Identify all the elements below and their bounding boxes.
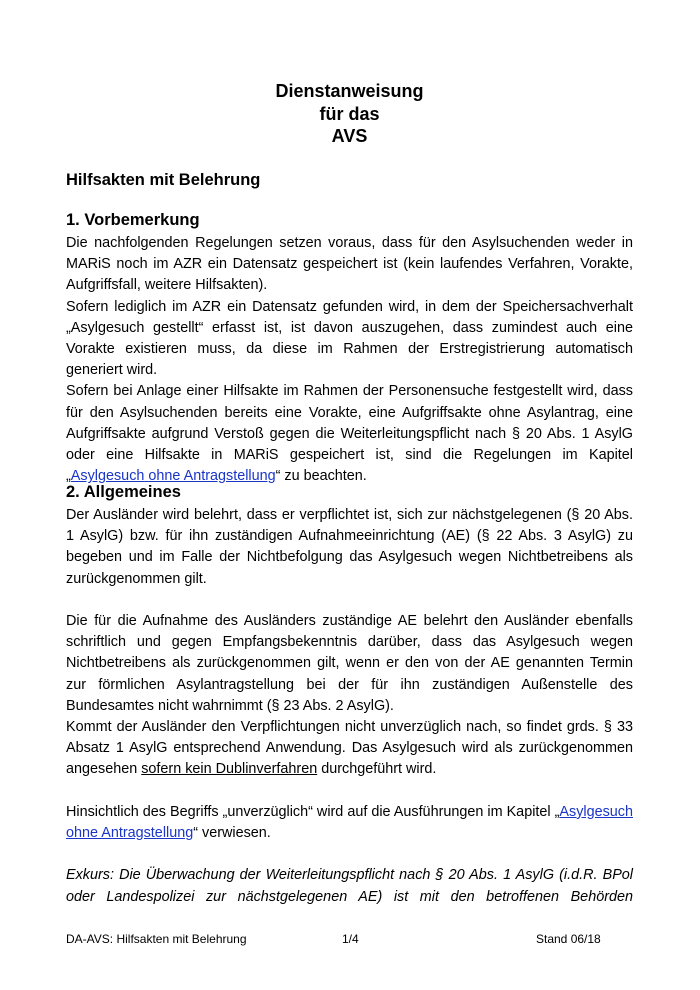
title-line-1: Dienstanweisung <box>275 81 424 101</box>
section-1-paragraph-1: Die nachfolgenden Regelungen setzen voraus, dass für den Asylsuchenden weder in MARiS noch im AZR ein Datensatz gespeichert ist (kein laufendes Verfahren, Vorakte, Aufgriffsfall, weitere Hilfsakten). <box>66 235 633 294</box>
title-line-2: für das <box>319 103 380 124</box>
section-2-paragraph-3: Kommt der Ausländer den Verpflichtungen nicht unverzüglich nach, so findet grds. § 33 Absatz 1 AsylG entsprechend Anwendung. Das Asylgesuch wird als zurückgenommen angesehen sofern kein Dublinverfahren durchgeführt wird. <box>66 719 633 778</box>
section-1-heading: 1. Vorbemerkung <box>66 211 200 229</box>
section-2-heading: 2. Allgemeines <box>66 483 181 501</box>
link-asylgesuch-ohne-antragstellung-2[interactable]: Asylgesuch ohne Antragstellung <box>66 803 633 842</box>
section-2-paragraph-4: Hinsichtlich des Begriffs „unverzüglich“ wird auf die Ausführungen im Kapitel „Asylgesuch ohne Antragstellung“ verwiesen. <box>66 803 633 842</box>
document-title <box>66 80 633 148</box>
link-asylgesuch-ohne-antragstellung[interactable]: Asylgesuch ohne Antragstellung <box>70 468 276 485</box>
section-1-paragraph-3-end: “ zu beachten. <box>275 468 367 485</box>
section-2-body <box>66 505 633 908</box>
section-2-exkurs: Exkurs: Die Überwachung der Weiterleitungspflicht nach § 20 Abs. 1 AsylG (i.d.R. BPol oder Landespolizei zur nächstgelegenen AE) ist mit den betroffenen Behörden <box>66 867 633 905</box>
footer-left: DA-AVS: Hilfsakten mit Belehrung <box>66 932 247 946</box>
footer-page-number: 1/4 <box>342 932 359 946</box>
footer-right: Stand 06/18 <box>536 932 601 946</box>
section-1-paragraph-2: Sofern lediglich im AZR ein Datensatz gefunden wird, in dem der Speichersachverhalt „Asylgesuch gestellt“ erfasst ist, ist davon auszugehen, dass zumindest auch eine Vorakte existieren muss, da diese im Rahmen der Erstregistrierung automatisch generiert wird. <box>66 298 633 379</box>
section-1-paragraph-3-text: Sofern bei Anlage einer Hilfsakte im Rahmen der Personensuche festgestellt wird, dass für den Asylsuchenden bereits eine Vorakte, eine Aufgriffsakte ohne Asylantrag, eine Aufgriffsakte aufgrund Verstoß gegen die Weiterleitungspflicht nach § 20 Abs. 1 AsylG oder eine Hilfsakte in MARiS gespeichert ist, sind die Regelungen im Kapitel „ <box>66 383 633 485</box>
section-2-paragraph-1: Der Ausländer wird belehrt, dass er verpflichtet ist, sich zur nächstgelegenen (§ 20 Abs. 1 AsylG) bzw. für ihn zuständigen Aufnahmeeinrichtung (AE) (§ 22 Abs. 3 AsylG) zu begeben und im Falle der Nichtbefolgung das Asylgesuch wegen Nichtbetreibens als zurückgenommen gilt. <box>66 507 633 587</box>
document-subtitle: Hilfsakten mit Belehrung <box>66 171 261 189</box>
section-1-body <box>66 233 633 487</box>
underlined-dublin: sofern kein Dublinverfahren <box>141 761 318 778</box>
title-line-3: AVS <box>331 126 368 146</box>
section-2-paragraph-2: Die für die Aufnahme des Ausländers zuständige AE belehrt den Ausländer ebenfalls schriftlich und gegen Empfangsbekenntnis darüber, dass das Asylgesuch wegen Nichtbetreibens als zurückgenommen gilt, wenn er den von der AE genannten Termin zur förmlichen Asylantragstellung bei der für ihn zuständigen Außenstelle des Bundesamtes nicht wahrnimmt (§ 23 Abs. 2 AsylG). <box>66 613 633 714</box>
section-1-paragraph-3 <box>66 381 633 487</box>
